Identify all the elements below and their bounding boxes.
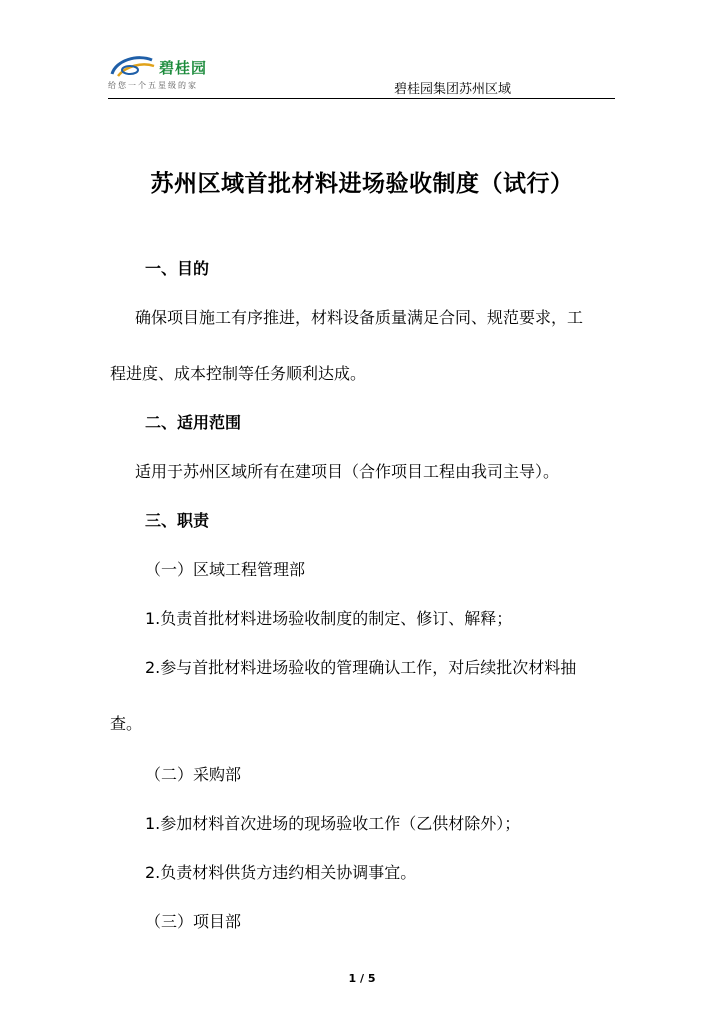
section-heading-purpose: 一、目的 (145, 259, 210, 278)
subsection-heading: （二）采购部 (145, 765, 242, 784)
logo-slogan: 给您一个五星级的家 (108, 81, 198, 90)
subsection-heading: （三）项目部 (145, 912, 242, 931)
paragraph-line: 确保项目施工有序推进，材料设备质量满足合同、规范要求，工 (135, 308, 584, 327)
company-logo (108, 52, 228, 92)
paragraph-line: 程进度、成本控制等任务顺利达成。 (110, 364, 367, 383)
paragraph-line: 适用于苏州区域所有在建项目（合作项目工程由我司主导）。 (135, 462, 560, 481)
subsection-heading: （一）区域工程管理部 (145, 560, 306, 579)
list-item: 1.参加材料首次进场的现场验收工作（乙供材除外）； (145, 814, 521, 833)
section-heading-duties: 三、职责 (145, 511, 210, 530)
page-header (108, 50, 615, 99)
list-item: 2.参与首批材料进场验收的管理确认工作，对后续批次材料抽 (145, 658, 577, 677)
list-item: 1.负责首批材料进场验收制度的制定、修订、解释； (145, 609, 513, 628)
list-item-continuation: 查。 (110, 714, 143, 733)
logo-name: 碧桂园 (159, 59, 208, 77)
page-number: 1 / 5 (348, 972, 376, 985)
header-org: 碧桂园集团苏州区域 (393, 82, 511, 97)
section-heading-scope: 二、适用范围 (145, 413, 242, 432)
logo-swirl-icon (108, 52, 158, 80)
list-item: 2.负责材料供货方违约相关协调事宜。 (145, 863, 417, 882)
document-title: 苏州区域首批材料进场验收制度（试行） (150, 171, 574, 197)
